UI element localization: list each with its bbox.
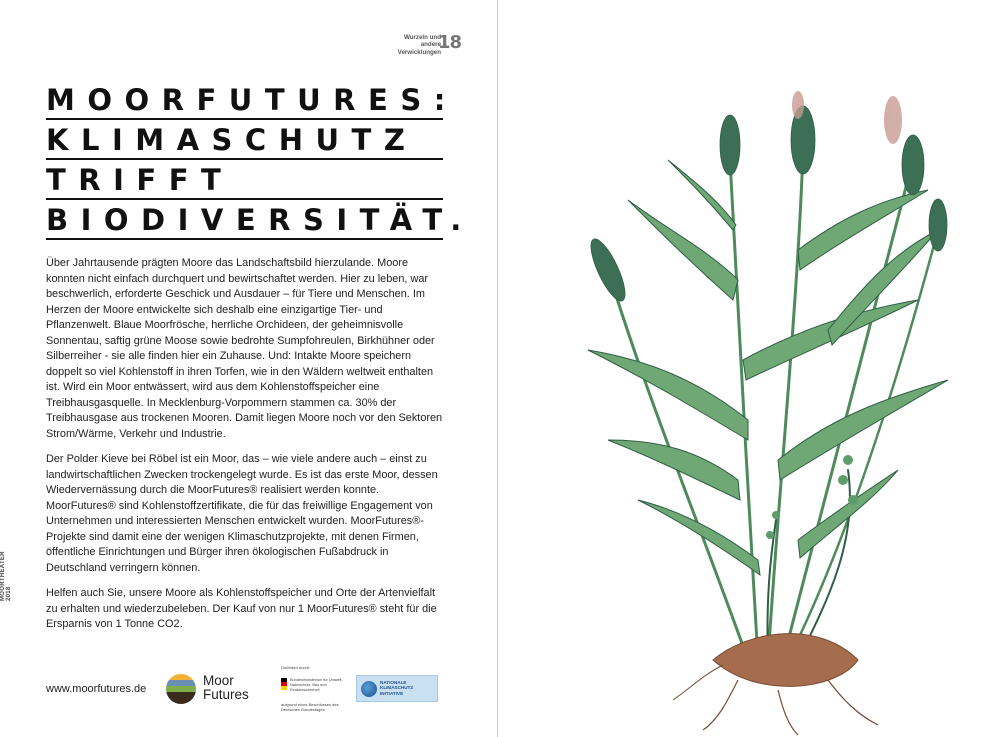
plant-stem xyxy=(768,150,803,660)
running-head xyxy=(396,34,466,60)
leaf xyxy=(588,350,748,440)
section-line: andere xyxy=(420,41,441,49)
funded-by-label: Gefördert durch: xyxy=(281,665,311,670)
herb-leaf xyxy=(838,475,848,485)
globe-icon xyxy=(361,681,377,697)
website-link[interactable]: www.moorfutures.de xyxy=(46,683,147,695)
leaf xyxy=(608,440,740,500)
article-body xyxy=(46,256,446,643)
page-number: 18 xyxy=(437,32,461,53)
leaf xyxy=(798,470,898,558)
herb-leaf xyxy=(843,455,853,465)
side-label: MOORTHEATER 2018 xyxy=(0,551,12,601)
ministry-logo xyxy=(281,666,356,714)
leaf xyxy=(778,380,948,480)
right-page xyxy=(498,0,1000,737)
moorfutures-logo xyxy=(166,672,261,710)
section-line: Wurzeln und xyxy=(403,34,441,41)
moorfutures-logo-text xyxy=(203,674,249,702)
title-line: BIODIVERSITÄT. xyxy=(46,200,443,240)
flag-icon xyxy=(281,678,287,690)
flower-spike xyxy=(902,135,924,195)
flower-spike-pink xyxy=(792,91,804,119)
reed-grass-illustration xyxy=(498,0,1000,737)
logo-line: Futures xyxy=(203,687,249,702)
root-ball xyxy=(673,634,878,735)
nki-line: NATIONALE xyxy=(380,680,407,685)
footer xyxy=(46,665,446,712)
paragraph: Über Jahrtausende prägten Moore das Landschaftsbild hierzulande. Moore konnten nicht einfach durchquert und bewirtschaftet werden. Hier zu leben, war beschwerlich, erforderte Geschick und Ausdauer – für Tiere und Menschen. Im Herzen der Moore entwickelte sich deshalb eine einzigartige Tier- und Pflanzenwelt. Blaue Moorfrösche, herrliche Orchideen, der geheimnisvolle Sonnentau, saftig grüne Moose sowie bedrohte Sumpfohreulen, Birkhühner oder Silberreiher - sie alle finden hier ein Zuhause. Und: Intakte Moore speichern doppelt so viel Kohlenstoff in ihren Torfen, wie in den Wäldern weltweit enthalten ist. Wird ein Moor entwässert, wird aus dem Kohlenstoffspeicher eine Treibhausgasquelle. In Mecklenburg-Vorpommern stammen ca. 30% der Treibhausgase aus trockenen Mooren. Damit liegen Moore noch vor den Sektoren Strom/Wärme, Verkehr und Industrie. xyxy=(46,257,443,440)
herb-leaf xyxy=(848,495,858,505)
nki-text xyxy=(380,680,413,696)
flower-spike xyxy=(585,235,632,305)
nki-line: KLIMASCHUTZ xyxy=(380,685,414,691)
logo-line: Moor xyxy=(203,673,234,688)
herb-leaf xyxy=(766,531,774,539)
moorfutures-circle-icon xyxy=(166,674,196,704)
ministry-name: Bundesministerium für Umwelt, Naturschutz, Bau und Reaktorsicherheit xyxy=(290,678,343,692)
flower-spike xyxy=(720,115,740,175)
page-title xyxy=(46,80,474,240)
klimaschutz-initiative-logo xyxy=(356,675,438,702)
resolution-note: aufgrund eines Beschlusses des Deutschen Bundestages xyxy=(281,702,339,712)
title-line: MOORFUTURES: xyxy=(46,80,443,120)
flower-spike xyxy=(929,199,947,251)
title-line: TRIFFT xyxy=(46,160,443,200)
leaf xyxy=(638,500,760,575)
herb-leaf xyxy=(772,511,780,519)
nki-line: INITIATIVE xyxy=(380,690,404,696)
paragraph: Der Polder Kieve bei Röbel ist ein Moor, das – wie viele andere auch – einst zu landwirtschaftlichen Zwecken trockengelegt wurde. Es ist das erste Moor, dessen Wiedervernässung durch die MoorFutures® realisiert werden konnte. MoorFutures® sind Kohlenstoffzertifikate, die für das freiwillige Engagement von Unternehmen und interessierten Menschen entwickelt wurden. MoorFutures®-Projekte sind damit eine der wenigen Klimaschutzprojekte, mit denen Firmen, öffentliche Einrichtungen und Bürger ihren ökologischen Fußabdruck in Deutschland verringern können. xyxy=(46,453,438,574)
section-title xyxy=(398,34,441,56)
title-line: KLIMASCHUTZ xyxy=(46,120,443,160)
flower-spike-pink xyxy=(884,96,902,144)
paragraph: Helfen auch Sie, unsere Moore als Kohlenstoffspeicher und Orte der Artenvielfalt zu erhalten und wiederzubeleben. Der Kauf von nur 1 MoorFutures® steht für die Ersparnis von 1 Tonne CO2. xyxy=(46,587,437,630)
section-line: Verwicklungen xyxy=(397,48,441,56)
left-page xyxy=(0,0,497,737)
